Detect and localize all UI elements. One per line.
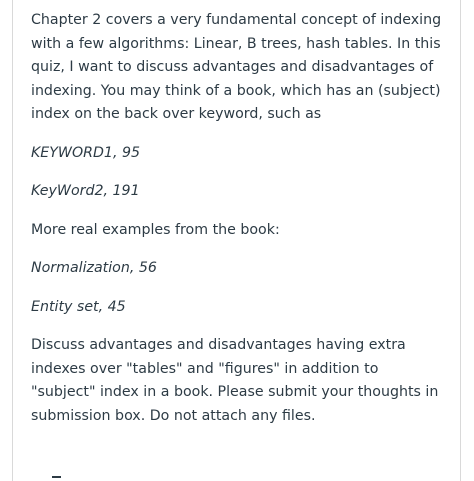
example-keyword2: KeyWord2, 191 [31, 183, 140, 199]
example-entity-set: Entity set, 45 [31, 298, 126, 315]
more-examples-paragraph: More real examples from the book: [31, 221, 280, 238]
intro-paragraph: Chapter 2 covers a very fundamental concept of indexing with a few algorithms: Linear, B trees, hash tables. In this quiz, I want to discuss advantages and disadvantages of indexing. You may think of a book, which has an (subject) index on the back over keyword, such as [31, 12, 442, 122]
text-cursor [52, 476, 61, 478]
example-normalization: Normalization, 56 [31, 260, 157, 276]
question-text [31, 9, 446, 443]
discussion-paragraph: Discuss advantages and disadvantages having extra indexes over "tables" and "figures" in addition to "subject" index in a book. Please submit your thoughts in submission box. Do not attach any files. [31, 337, 439, 424]
example-keyword1: KEYWORD1, 95 [31, 144, 141, 161]
